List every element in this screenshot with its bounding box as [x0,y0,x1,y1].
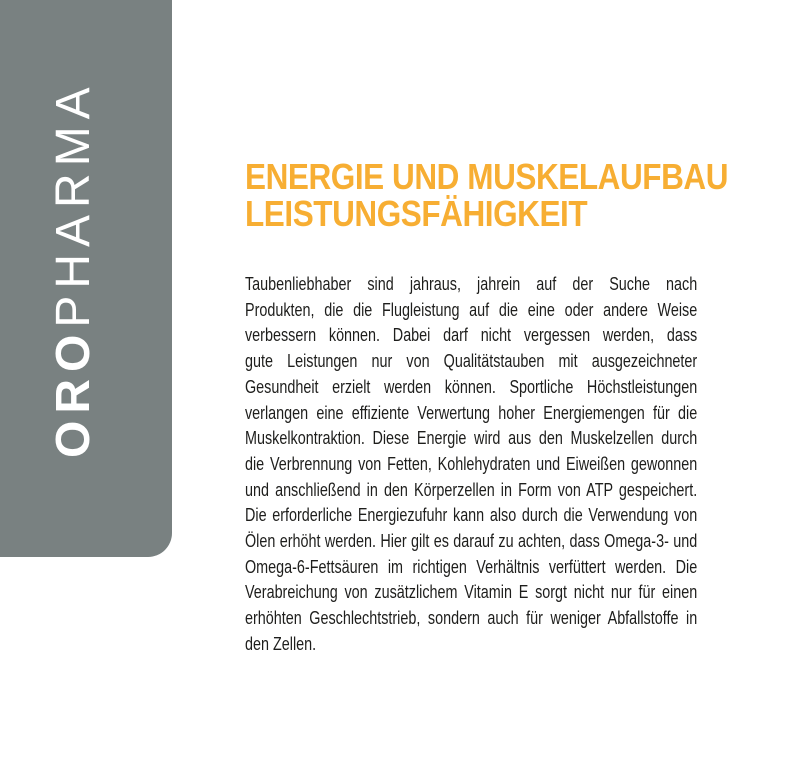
page-title-line-2: LEISTUNGSFÄHIGKEIT [245,193,588,234]
paragraph-line: verlangen eine effiziente Verwertung hoher Energiemengen für die [245,401,698,423]
paragraph-line: und anschließend in den Körperzellen in Form von ATP gespeichert. [245,478,698,500]
brand-pharma: PHARMA [47,80,100,328]
paragraph-line: Die erforderliche Energiezufuhr kann also durch die Verwendung von [245,504,698,526]
paragraph-line: Muskelkontraktion. Diese Energie wird aus den Muskelzellen durch [245,427,698,449]
paragraph-line: Taubenliebhaber sind jahraus, jahrein auf der Suche nach [245,273,698,294]
page-title [245,158,795,232]
paragraph-line: Gesundheit erzielt werden können. Sportliche Höchstleistungen [245,375,698,397]
paragraph-line: Verabreichung von zusätzlichem Vitamin E sorgt nicht nur für einen [245,581,698,603]
brand-sidebar [0,0,172,557]
paragraph-line: die Verbrennung von Fetten, Kohlehydraten und Eiweißen gewonnen [245,452,698,474]
brand-oro: ORO [47,327,100,458]
brand-logo-vertical [47,80,100,458]
page-title-line-1: ENERGIE UND MUSKELAUFBAU [245,156,729,197]
paragraph-line: verbessern können. Dabei darf nicht vergessen werden, dass [245,324,698,346]
paragraph-line: Produkten, die die Flugleistung auf die eine oder andere Weise [245,298,698,320]
paragraph-line: Ölen erhöht werden. Hier gilt es darauf zu achten, dass Omega-3- und [245,530,698,552]
article-body [245,271,697,657]
paragraph-line: erhöhten Geschlechtstrieb, sondern auch für weniger Abfallstoffe in [245,607,698,629]
paragraph-line: den Zellen. [245,632,317,654]
paragraph-line: gute Leistungen nur von Qualitätstauben mit ausgezeichneter [245,350,698,372]
paragraph-line: Omega-6-Fettsäuren im richtigen Verhältnis verfüttert werden. Die [245,555,698,577]
